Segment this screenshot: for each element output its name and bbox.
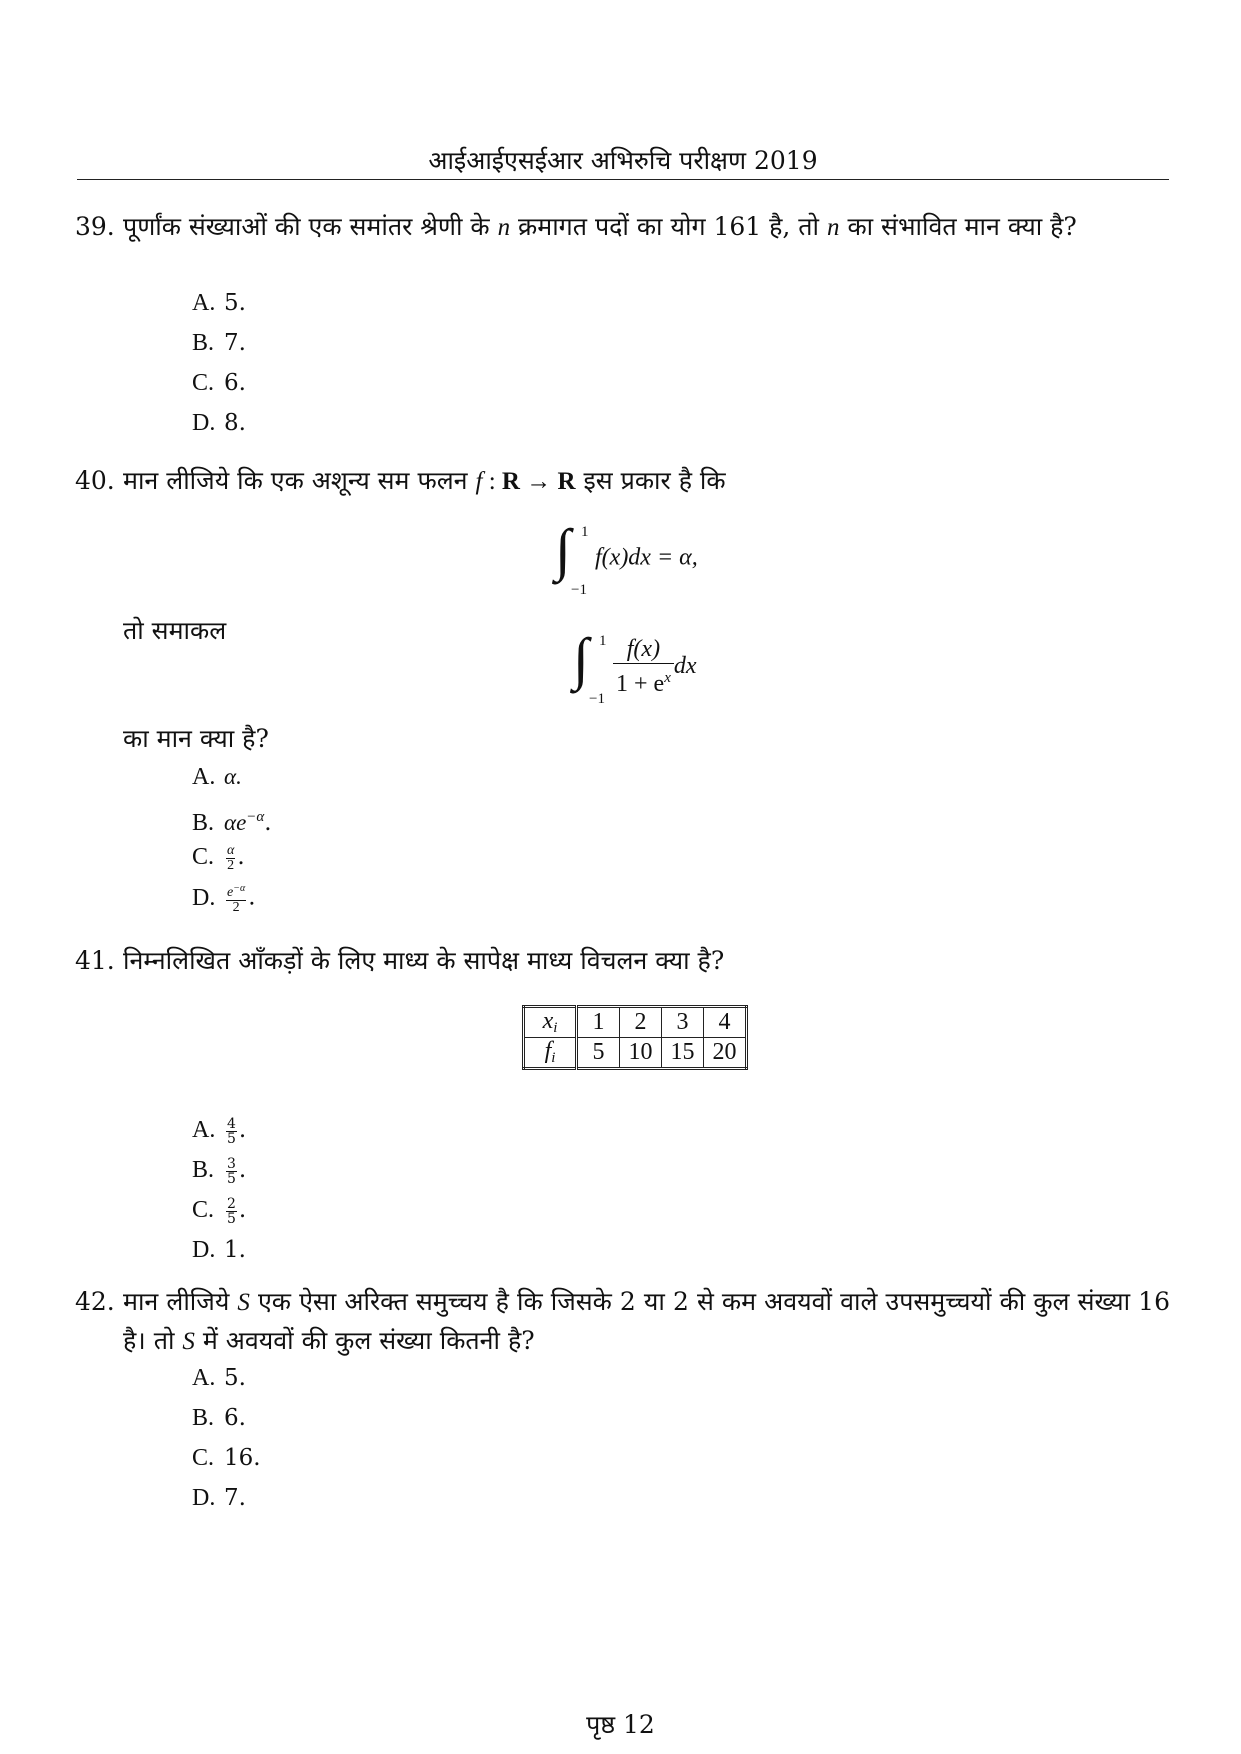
question-text: मान लीजिये कि एक अशून्य सम फलन f : R → R इस प्रकार है कि <box>123 466 726 495</box>
question-number: 42. <box>75 1287 115 1316</box>
option: B. 6. <box>192 1405 246 1431</box>
option: D. 7. <box>192 1485 246 1511</box>
option: C. 6. <box>192 370 246 396</box>
table-cell: 3 <box>662 1007 704 1038</box>
option: A. α. <box>192 764 242 790</box>
table-cell: 20 <box>704 1038 747 1069</box>
equation-integral-fraction: ∫ 1 −1 $\frac{f(x)}{1 + e^x}$ dx <box>573 625 697 707</box>
option: C. $\frac{\alpha}{2}$ . <box>192 842 245 873</box>
table-cell: 2 <box>620 1007 662 1038</box>
table-cell: 15 <box>662 1038 704 1069</box>
option: B. $\frac{3}{5}$ . <box>192 1155 247 1187</box>
table-row-head: $f_i$ <box>524 1038 577 1069</box>
option: A. 5. <box>192 290 246 316</box>
question-42 <box>75 1283 1170 1361</box>
table-cell: 5 <box>577 1038 620 1069</box>
header-rule <box>77 179 1169 180</box>
option: B. $\alpha e^{-\alpha}$. <box>192 809 272 836</box>
option: A. $\frac{4}{5}$ . <box>192 1115 247 1147</box>
question-number: 39. <box>75 212 115 241</box>
option: C. $\frac{2}{5}$ . <box>192 1195 247 1227</box>
question-text: पूर्णांक संख्याओं की एक समांतर श्रेणी के n क्रमागत पदों का योग 161 है, तो n का संभावित मान क्या है? <box>123 212 1077 241</box>
options-40 <box>192 762 272 922</box>
option: A. 5. <box>192 1365 246 1391</box>
table-row <box>524 1007 747 1038</box>
question-number: 40. <box>75 466 115 495</box>
question-40-mid: तो समाकल <box>123 616 227 645</box>
option: D. 1. <box>192 1237 246 1263</box>
page-header: आईआईएसईआर अभिरुचि परीक्षण 2019 <box>428 146 818 175</box>
question-40-tail: का मान क्या है? <box>123 724 269 753</box>
table-row <box>524 1038 747 1069</box>
equation-integral-alpha: ∫ 1 −1 f(x)dx = α, <box>555 517 698 598</box>
table-cell: 10 <box>620 1038 662 1069</box>
table-cell: 1 <box>577 1007 620 1038</box>
options-39 <box>192 288 246 448</box>
options-42 <box>192 1363 261 1523</box>
page-number: पृष्ठ 12 <box>586 1710 655 1739</box>
question-39 <box>75 208 1170 247</box>
table-cell: 4 <box>704 1007 747 1038</box>
table-row-head: $x_i$ <box>524 1007 577 1038</box>
options-41 <box>192 1115 246 1275</box>
option: D. 8. <box>192 410 246 436</box>
question-41 <box>75 942 1170 980</box>
question-40 <box>75 462 1170 501</box>
question-text: मान लीजिये S एक ऐसा अरिक्त समुच्चय है कि जिसके 2 या 2 से कम अवयवों वाले उपसमुच्चयों की कुल संख्या 16 है। तो S में अवयवों की कुल संख्या कितनी है? <box>123 1287 1170 1355</box>
option: D. $\frac{e^{-\alpha}}{2}$ . <box>192 883 256 915</box>
option: C. 16. <box>192 1445 261 1471</box>
question-text: निम्नलिखित आँकड़ों के लिए माध्य के सापेक्ष माध्य विचलन क्या है? <box>123 946 725 975</box>
option: B. 7. <box>192 330 246 356</box>
question-number: 41. <box>75 946 115 975</box>
data-table <box>522 1005 748 1070</box>
